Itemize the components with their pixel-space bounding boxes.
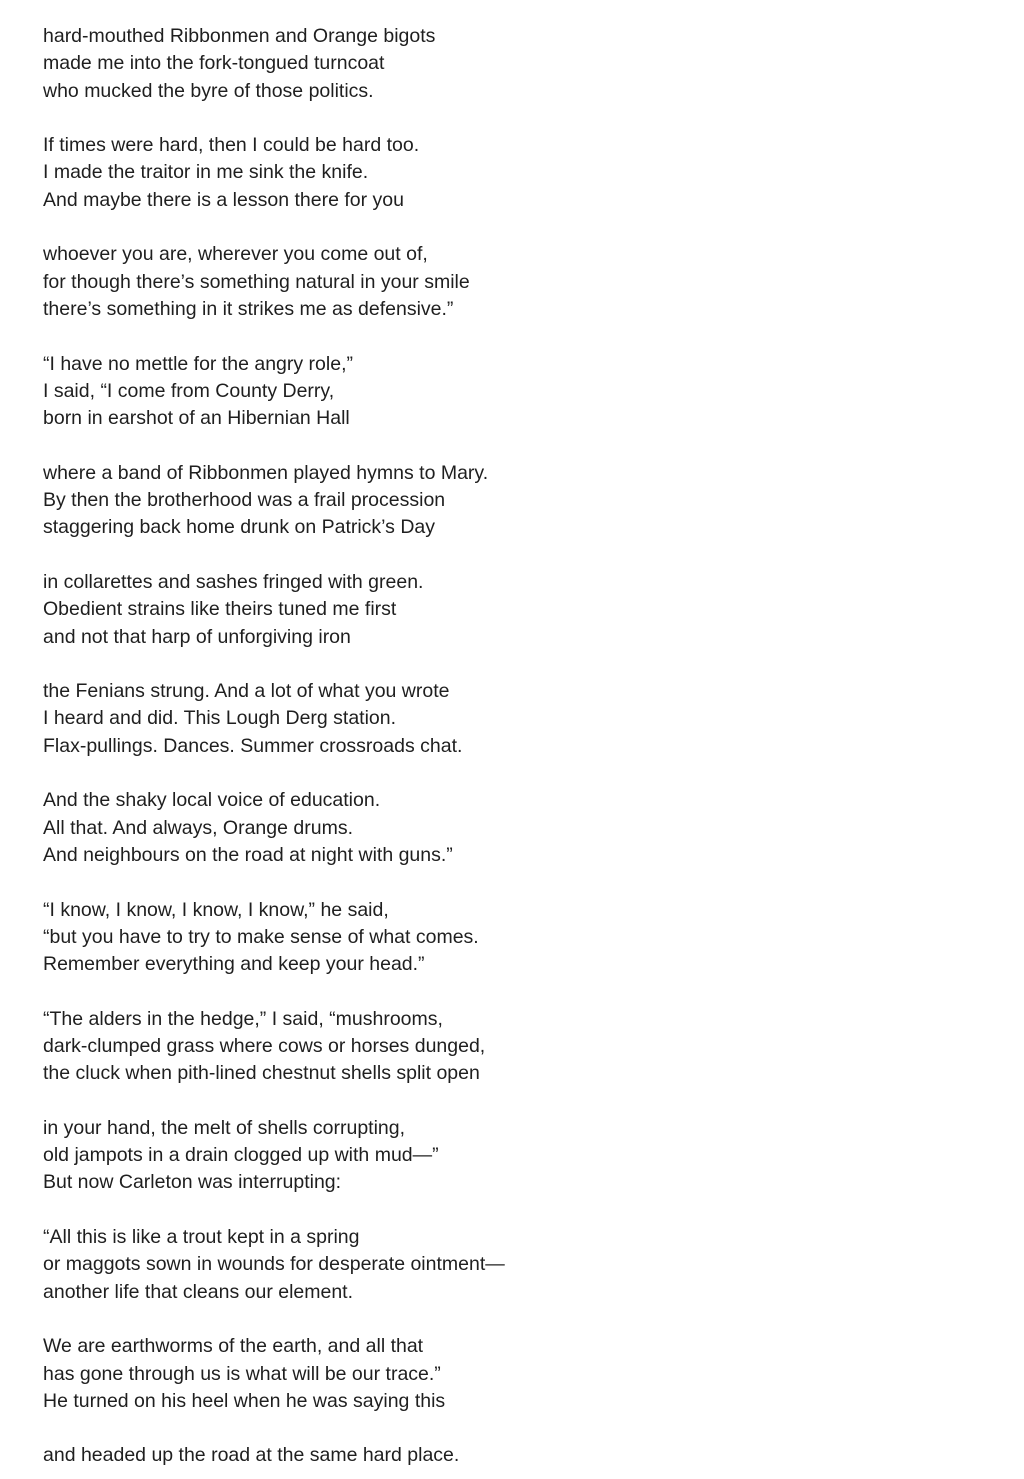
- poem-line: I heard and did. This Lough Derg station.: [43, 707, 397, 730]
- stanza: [43, 351, 1003, 433]
- poem-line: Remember everything and keep your head.”: [43, 953, 425, 976]
- poem-line: If times were hard, then I could be hard too.: [43, 134, 420, 157]
- stanza: [43, 787, 1003, 869]
- poem-line: “but you have to try to make sense of what comes.: [43, 925, 479, 948]
- poem-line: He turned on his heel when he was saying this: [43, 1389, 446, 1412]
- poem-line: staggering back home drunk on Patrick’s Day: [43, 516, 436, 539]
- stanza: [43, 1333, 1003, 1415]
- poem-line: in collarettes and sashes fringed with green.: [43, 570, 424, 593]
- poem-line: All that. And always, Orange drums.: [43, 816, 353, 839]
- poem-line: has gone through us is what will be our trace.”: [43, 1362, 441, 1385]
- poem-line: and not that harp of unforgiving iron: [43, 625, 351, 648]
- poem-line: dark-clumped grass where cows or horses dunged,: [43, 1034, 486, 1057]
- poem-line: “The alders in the hedge,” I said, “mushrooms,: [43, 1007, 443, 1030]
- stanza: [43, 678, 1003, 760]
- poem-line: made me into the fork-tongued turncoat: [43, 52, 385, 75]
- stanza: [43, 1224, 1003, 1306]
- poem-line: By then the brotherhood was a frail procession: [43, 489, 446, 512]
- poem-line: I said, “I come from County Derry,: [43, 379, 335, 402]
- poem-line: in your hand, the melt of shells corrupting,: [43, 1116, 406, 1139]
- poem-line: But now Carleton was interrupting:: [43, 1171, 342, 1194]
- stanza: [43, 569, 1003, 651]
- poem-line: We are earthworms of the earth, and all that: [43, 1335, 424, 1358]
- poem-line: the Fenians strung. And a lot of what you wrote: [43, 680, 450, 703]
- poem-line: whoever you are, wherever you come out of,: [43, 243, 428, 266]
- poem-line: hard-mouthed Ribbonmen and Orange bigots: [43, 25, 436, 47]
- poem-line: And the shaky local voice of education.: [43, 789, 381, 812]
- poem-line: “I have no mettle for the angry role,”: [43, 352, 353, 375]
- stanza: [43, 23, 1003, 105]
- poem-line: where a band of Ribbonmen played hymns to Mary.: [43, 461, 489, 484]
- poem-line: “I know, I know, I know, I know,” he said,: [43, 898, 389, 921]
- poem-line: And maybe there is a lesson there for you: [43, 188, 404, 211]
- poem-line: “All this is like a trout kept in a spring: [43, 1226, 360, 1249]
- stanza: [43, 1115, 1003, 1197]
- poem-line: or maggots sown in wounds for desperate ointment—: [43, 1253, 505, 1276]
- poem-line: born in earshot of an Hibernian Hall: [43, 407, 350, 430]
- stanza: [43, 1006, 1003, 1088]
- poem-line: there’s something in it strikes me as defensive.”: [43, 297, 454, 320]
- stanza: [43, 460, 1003, 542]
- stanza: [43, 132, 1003, 214]
- poem-line: the cluck when pith-lined chestnut shells split open: [43, 1062, 480, 1085]
- poem-line: Obedient strains like theirs tuned me first: [43, 598, 397, 621]
- poem-line: for though there’s something natural in your smile: [43, 270, 470, 293]
- stanza: [43, 1442, 1003, 1469]
- poem-line: I made the traitor in me sink the knife.: [43, 161, 369, 184]
- poem-line: and headed up the road at the same hard place.: [43, 1444, 460, 1467]
- poem-line: old jampots in a drain clogged up with mud—”: [43, 1144, 439, 1167]
- poem-line: And neighbours on the road at night with guns.”: [43, 843, 453, 866]
- poem-line: Flax-pullings. Dances. Summer crossroads chat.: [43, 734, 463, 757]
- stanza: [43, 241, 1003, 323]
- poem-body: [43, 23, 1003, 1470]
- stanza: [43, 897, 1003, 979]
- poem-line: who mucked the byre of those politics.: [43, 79, 374, 102]
- poem-line: another life that cleans our element.: [43, 1280, 354, 1303]
